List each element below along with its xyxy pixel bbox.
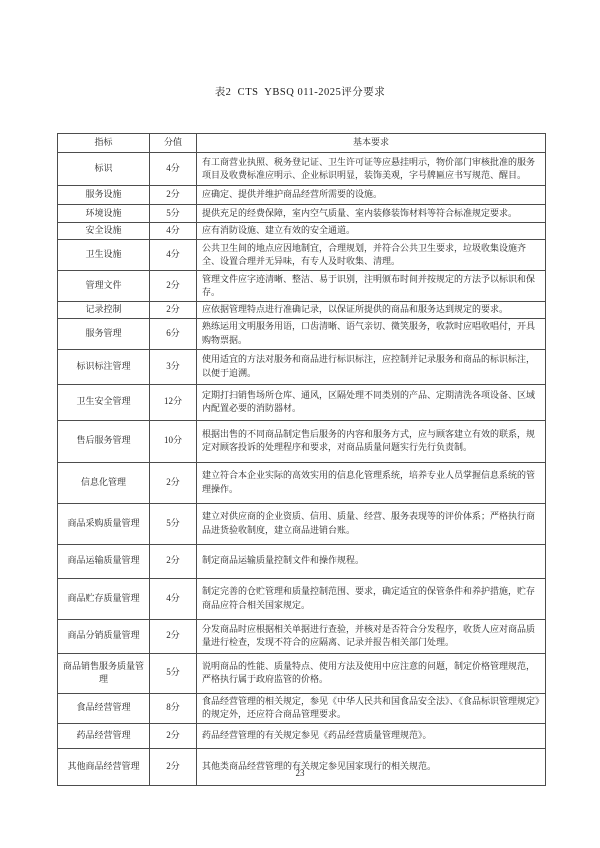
requirement-cell: 熟练运用文明服务用语，口齿清晰、语气亲切、微笑服务，收款时应唱收唱付，开具购物票据。 [197,318,546,349]
score-cell: 2分 [150,619,197,653]
table-row [58,693,546,723]
score-cell: 2分 [150,302,197,319]
requirement-cell: 有工商营业执照、税务登记证、卫生许可证等应悬挂明示，物价部门审核批准的服务项目及收费标准应明示、企业标识明显，装饰美观，字号牌匾应书写规范、醒目。 [197,153,546,186]
table-row [58,544,546,578]
indicator-cell: 其他商品经营管理 [58,748,150,785]
requirement-cell: 说明商品的性能、质量特点、使用方法及使用中应注意的问题，制定价格管理规范，严格执行属于政府监管的价格。 [197,653,546,693]
requirement-cell: 应依据管理特点进行准确记录，以保证所提供的商品和服务达到规定的要求。 [197,302,546,319]
indicator-cell: 服务设施 [58,186,150,205]
table-row [58,349,546,384]
indicator-cell: 卫生设施 [58,240,150,271]
requirement-cell: 应确定、提供并维护商品经营所需要的设施。 [197,186,546,205]
requirement-cell: 建立对供应商的企业资质、信用、质量、经营、服务表现等的评价体系；严格执行商品进货验收制度，建立商品进销台账。 [197,503,546,544]
requirement-cell: 食品经营管理的相关规定，参见《中华人民共和国食品安全法》、《食品标识管理规定》的规定外，还应符合商品管理要求。 [197,693,546,723]
requirement-cell: 管理文件应字迹清晰、整洁、易于识别，注明颁布时间并按规定的方法予以标识和保存。 [197,271,546,302]
score-cell: 12分 [150,384,197,420]
table-row [58,723,546,748]
indicator-cell: 环境设施 [58,205,150,223]
score-cell: 2分 [150,723,197,748]
score-cell: 5分 [150,205,197,223]
score-cell: 4分 [150,153,197,186]
col-header-indicator: 指标 [58,134,150,153]
requirement-cell: 其他类商品经营管理的有关规定参见国家现行的相关规范。 [197,748,546,785]
score-cell: 3分 [150,349,197,384]
indicator-cell: 食品经营管理 [58,693,150,723]
table-row [58,205,546,223]
table-row [58,462,546,503]
indicator-cell: 商品运输质量管理 [58,544,150,578]
table-row [58,240,546,271]
score-cell: 8分 [150,693,197,723]
table-row [58,578,546,619]
requirement-cell: 制定商品运输质量控制文件和操作规程。 [197,544,546,578]
table-row [58,653,546,693]
table-row [58,384,546,420]
indicator-cell: 卫生安全管理 [58,384,150,420]
col-header-score: 分值 [150,134,197,153]
indicator-cell: 管理文件 [58,271,150,302]
indicator-cell: 信息化管理 [58,462,150,503]
table-header-row [58,134,546,153]
requirement-cell: 制定完善的仓贮管理和质量控制范围、要求，确定适宜的保管条件和养护措施，贮存商品应符合相关国家规定。 [197,578,546,619]
score-cell: 2分 [150,544,197,578]
table-row [58,748,546,785]
requirement-cell: 公共卫生间的地点应因地制宜，合理规划，并符合公共卫生要求，垃圾收集设施齐全、设置合理并无异味，有专人及时收集、清理。 [197,240,546,271]
table-row [58,186,546,205]
score-cell: 2分 [150,748,197,785]
indicator-cell: 标识标注管理 [58,349,150,384]
page-number: 23 [295,768,305,778]
score-cell: 4分 [150,240,197,271]
score-cell: 4分 [150,578,197,619]
page-title: 表2 CTS YBSQ 011-2025评分要求 [214,87,386,98]
indicator-cell: 商品采购质量管理 [58,503,150,544]
requirement-cell: 定期打扫销售场所仓库、通风，区隔处理不同类别的产品、定期清洗各项设备、区域内配置必要的消防器材。 [197,384,546,420]
table-row [58,153,546,186]
indicator-cell: 安全设施 [58,223,150,240]
score-cell: 5分 [150,503,197,544]
score-cell: 2分 [150,462,197,503]
score-cell: 2分 [150,186,197,205]
score-cell: 6分 [150,318,197,349]
indicator-cell: 商品贮存质量管理 [58,578,150,619]
indicator-cell: 商品销售服务质量管理 [58,653,150,693]
requirement-cell: 根据出售的不同商品制定售后服务的内容和服务方式，应与顾客建立有效的联系，规定对顾客投诉的处理程序和要求，对商品质量问题实行先行负责制。 [197,420,546,462]
requirement-cell: 提供充足的经费保障，室内空气质量、室内装修装饰材料等符合标准规定要求。 [197,205,546,223]
requirement-cell: 分发商品时应根据相关单据进行查验，并核对是否符合分发程序，收货人应对商品质量进行检查，发现不符合的应隔离、记录并报告相关部门处理。 [197,619,546,653]
requirement-cell: 使用适宜的方法对服务和商品进行标识标注，应控制并记录服务和商品的标识标注，以便于追溯。 [197,349,546,384]
table-row [58,223,546,240]
col-header-requirement: 基本要求 [197,134,546,153]
indicator-cell: 商品分销质量管理 [58,619,150,653]
indicator-cell: 标识 [58,153,150,186]
requirement-cell: 药品经营管理的有关规定参见《药品经营质量管理规范》。 [197,723,546,748]
score-cell: 5分 [150,653,197,693]
score-cell: 10分 [150,420,197,462]
table-row [58,619,546,653]
table-row [58,318,546,349]
indicator-cell: 服务管理 [58,318,150,349]
requirement-cell: 建立符合本企业实际的高效实用的信息化管理系统，培养专业人员掌握信息系统的管理操作。 [197,462,546,503]
table-row [58,271,546,302]
indicator-cell: 药品经营管理 [58,723,150,748]
table-row [58,503,546,544]
requirement-cell: 应有消防设施、建立有效的安全通道。 [197,223,546,240]
score-cell: 2分 [150,271,197,302]
indicator-cell: 记录控制 [58,302,150,319]
table-row [58,302,546,319]
indicator-cell: 售后服务管理 [58,420,150,462]
score-table [57,133,546,786]
table-row [58,420,546,462]
score-cell: 4分 [150,223,197,240]
